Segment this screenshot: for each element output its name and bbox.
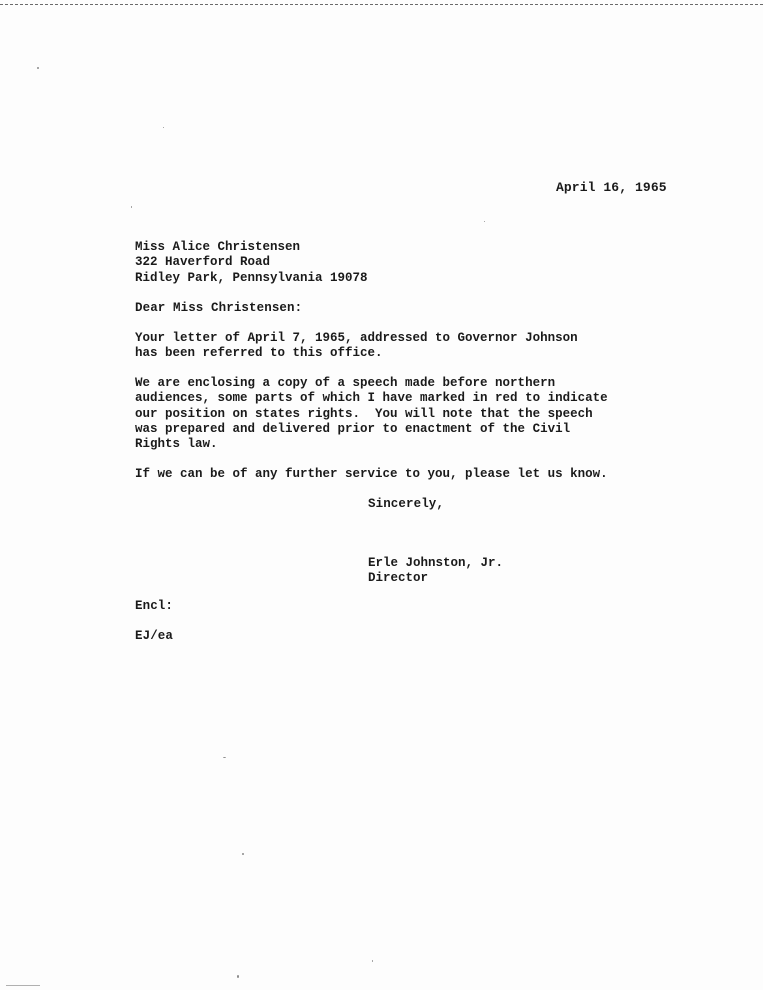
paragraph-line: has been referred to this office. [135,346,383,361]
scan-speck [163,127,164,128]
salutation: Dear Miss Christensen: [135,301,303,315]
paragraph-line: our position on states rights. You will note that the speech [135,406,593,421]
paragraph-line: We are enclosing a copy of a speech made before northern [135,376,556,390]
scan-speck [37,67,39,69]
signer-title: Director [368,571,429,586]
closing: Sincerely, [368,497,445,511]
recipient-city: Ridley Park, Pennsylvania 19078 [135,270,368,285]
recipient-street: 322 Haverford Road [135,255,271,270]
scan-speck [372,960,373,962]
signature-block [368,556,503,587]
recipient-name: Miss Alice Christensen [135,240,301,254]
letter-date: April 16, 1965 [556,180,667,195]
scan-speck [223,757,226,758]
enclosure-note: Encl: [135,599,174,613]
signer-name: Erle Johnston, Jr. [368,556,504,570]
scan-speck [6,985,40,986]
scan-speck [242,853,244,855]
paragraph-line: Your letter of April 7, 1965, addressed to Governor Johnson [135,331,578,345]
scan-speck [484,221,485,222]
body-paragraph-2 [135,376,608,452]
paragraph-line: was prepared and delivered prior to enactment of the Civil [135,421,571,436]
scan-speck [131,206,132,208]
top-edge-rule [0,4,763,5]
paragraph-line: Rights law. [135,437,218,452]
body-paragraph-1 [135,331,578,362]
body-paragraph-3 [135,467,608,482]
paragraph-line: If we can be of any further service to you, please let us know. [135,467,608,481]
paragraph-line: audiences, some parts of which I have marked in red to indicate [135,391,608,406]
scan-speck [237,975,239,978]
recipient-address [135,240,368,286]
reference-initials: EJ/ea [135,629,174,643]
